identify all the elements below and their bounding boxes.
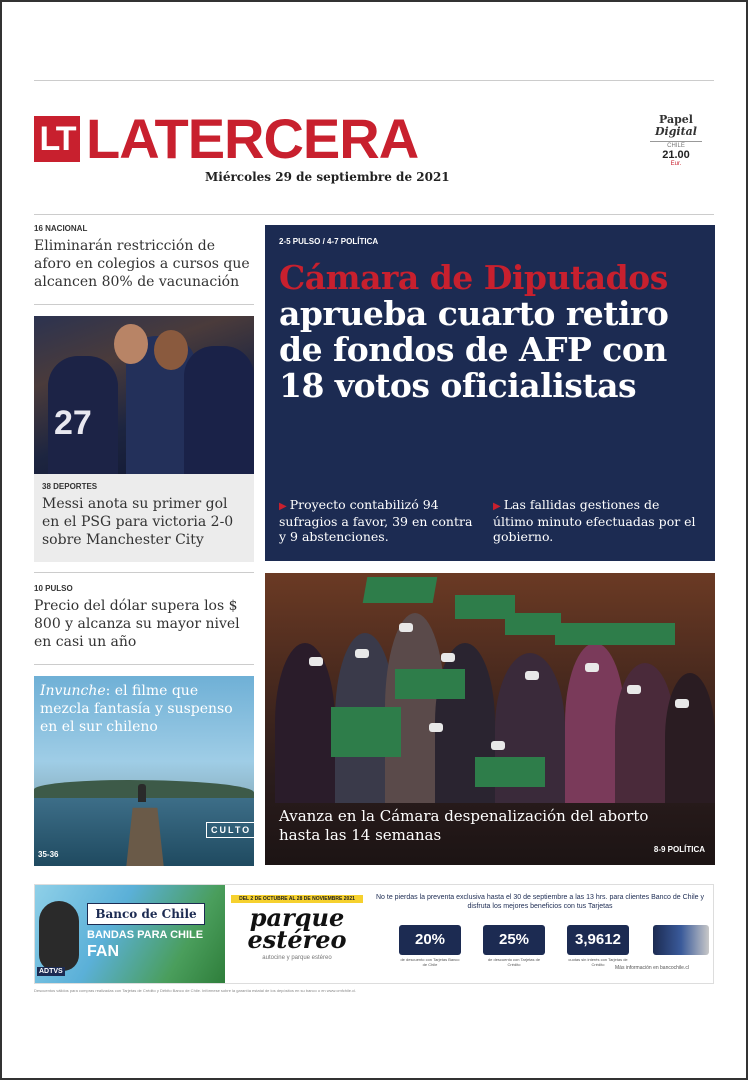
page-ref: 8-9 POLÍTICA — [653, 845, 705, 854]
story-kicker: 16 NACIONAL — [34, 224, 88, 233]
ad-small-logo: ADTVS — [39, 968, 63, 975]
face-mask — [585, 663, 599, 672]
person-shape — [275, 643, 335, 803]
offer-note: cuotas sin interés con Tarjetas de Crédito — [568, 957, 628, 967]
bullet-text: Proyecto contabilizó 94 sufragios a favor, 39 en contra y 9 abstenciones. — [279, 497, 473, 544]
price-unit: Eur. — [670, 161, 682, 167]
offer-badge: 3,9612 — [567, 925, 629, 955]
papel-line2: Digital — [655, 125, 697, 138]
face-mask — [399, 623, 413, 632]
aborto-photo-story[interactable] — [265, 573, 715, 865]
papel-label: CHILE — [650, 141, 702, 149]
culto-logo: CULTO — [206, 822, 254, 838]
person-shape — [665, 673, 715, 803]
face-mask — [627, 685, 641, 694]
green-scarf — [505, 613, 561, 635]
story-dolar[interactable] — [34, 584, 254, 651]
face-mask — [355, 649, 369, 658]
issue-date: Miércoles 29 de septiembre de 2021 — [205, 170, 450, 184]
green-scarf — [615, 623, 675, 645]
guitar-icon — [39, 901, 79, 971]
main-headline — [279, 260, 701, 404]
promo-text: No te pierdas la preventa exclusiva hasta el 30 de septiembre a las 13 hrs. para clientes Banco de Chile y disfruta los mejores beneficios con tus Tarjetas — [375, 894, 705, 910]
festival-sub: autocine y parque estéreo — [262, 955, 332, 961]
green-scarf — [395, 669, 465, 699]
story-kicker: 38 DEPORTES — [42, 482, 98, 491]
ad-left-panel — [35, 885, 225, 984]
bank-advertisement[interactable] — [34, 884, 714, 984]
left-rule-1 — [34, 304, 254, 305]
main-story[interactable] — [265, 225, 715, 561]
fan-label: FAN — [87, 943, 119, 960]
pier-shape — [126, 808, 164, 866]
story-kicker: 10 PULSO — [34, 584, 73, 593]
festival-dates: DEL 2 DE OCTUBRE AL 28 DE NOVIEMBRE 2021 — [231, 895, 363, 903]
credit-cards-image — [653, 925, 709, 955]
invunche-title — [40, 682, 250, 736]
bullet-item — [279, 497, 479, 544]
story-messi[interactable] — [34, 474, 254, 562]
masthead-rule — [34, 214, 714, 215]
figure-shape — [138, 784, 146, 802]
story-aforo[interactable] — [34, 224, 254, 291]
triangle-icon: ▶ — [493, 501, 501, 512]
triangle-icon: ▶ — [279, 501, 287, 512]
bank-logo: Banco de Chile — [87, 903, 205, 925]
green-scarf — [555, 623, 615, 645]
invunche-promo[interactable] — [34, 676, 254, 866]
papel-digital-badge — [650, 114, 702, 167]
offer-note: de descuento con Tarjetas Banco de Chile — [400, 957, 460, 967]
messi-photo[interactable] — [34, 316, 254, 474]
left-rule-3 — [34, 664, 254, 665]
papel-line1: Papel — [659, 113, 693, 126]
left-rule-2 — [34, 572, 254, 573]
logo-mark: LT — [34, 116, 80, 162]
green-scarf — [331, 707, 401, 757]
festival-name: parque estéreo — [247, 903, 347, 954]
main-headline-red: Cámara de Diputados — [279, 258, 668, 297]
face-mask — [525, 671, 539, 680]
offer-note: de descuento con Tarjetas de Crédito — [487, 957, 541, 967]
logo-text: LATERCERA — [86, 107, 419, 170]
green-scarf — [475, 757, 545, 787]
photo-caption: Avanza en la Cámara despenalización del aborto hasta las 14 semanas — [279, 807, 649, 844]
story-headline: Eliminarán restricción de aforo en colegios a cursos que alcancen 80% de vacunación — [34, 238, 250, 290]
face-mask — [441, 653, 455, 662]
story-headline: Precio del dólar supera los $ 800 y alcanza su mayor nivel en casi un año — [34, 598, 240, 650]
price: 21.00 — [662, 149, 690, 161]
main-headline-rest: aprueba cuarto retiro de fondos de AFP con 18 votos oficialistas — [279, 294, 669, 405]
bandas-label: BANDAS PARA CHILE — [87, 929, 204, 941]
top-rule — [34, 80, 714, 81]
fine-print: Descuentos válidos para compras realizadas con Tarjetas de Crédito y Débito Banco de Chile. Infórmese sobre la garantía estatal de los depósitos en su banco o en www.cmfchile.cl. — [34, 988, 357, 993]
green-scarf — [363, 577, 438, 603]
player-face — [114, 324, 148, 364]
jersey-number: 27 — [54, 404, 92, 442]
invunche-title-rest: : el filme que mezcla fantasía y suspenso en el sur chileno — [40, 683, 233, 735]
face-mask — [491, 741, 505, 750]
parque-estereo-logo — [231, 895, 363, 961]
face-mask — [429, 723, 443, 732]
story-headline: Messi anota su primer gol en el PSG para victoria 2-0 sobre Manchester City — [42, 496, 234, 548]
offer-badge: 20% — [399, 925, 461, 955]
face-mask — [309, 657, 323, 666]
bullet-item — [493, 497, 701, 544]
more-info: Más información en bancochile.cl — [615, 965, 689, 971]
bullet-text: Las fallidas gestiones de último minuto efectuadas por el gobierno. — [493, 497, 696, 544]
main-kicker: 2-5 PULSO / 4-7 POLÍTICA — [279, 237, 379, 246]
player-face — [154, 330, 188, 370]
face-mask — [675, 699, 689, 708]
player-silhouette — [184, 346, 254, 474]
film-name: Invunche — [40, 683, 106, 699]
offer-badge: 25% — [483, 925, 545, 955]
page-ref: 35-36 — [38, 850, 59, 859]
